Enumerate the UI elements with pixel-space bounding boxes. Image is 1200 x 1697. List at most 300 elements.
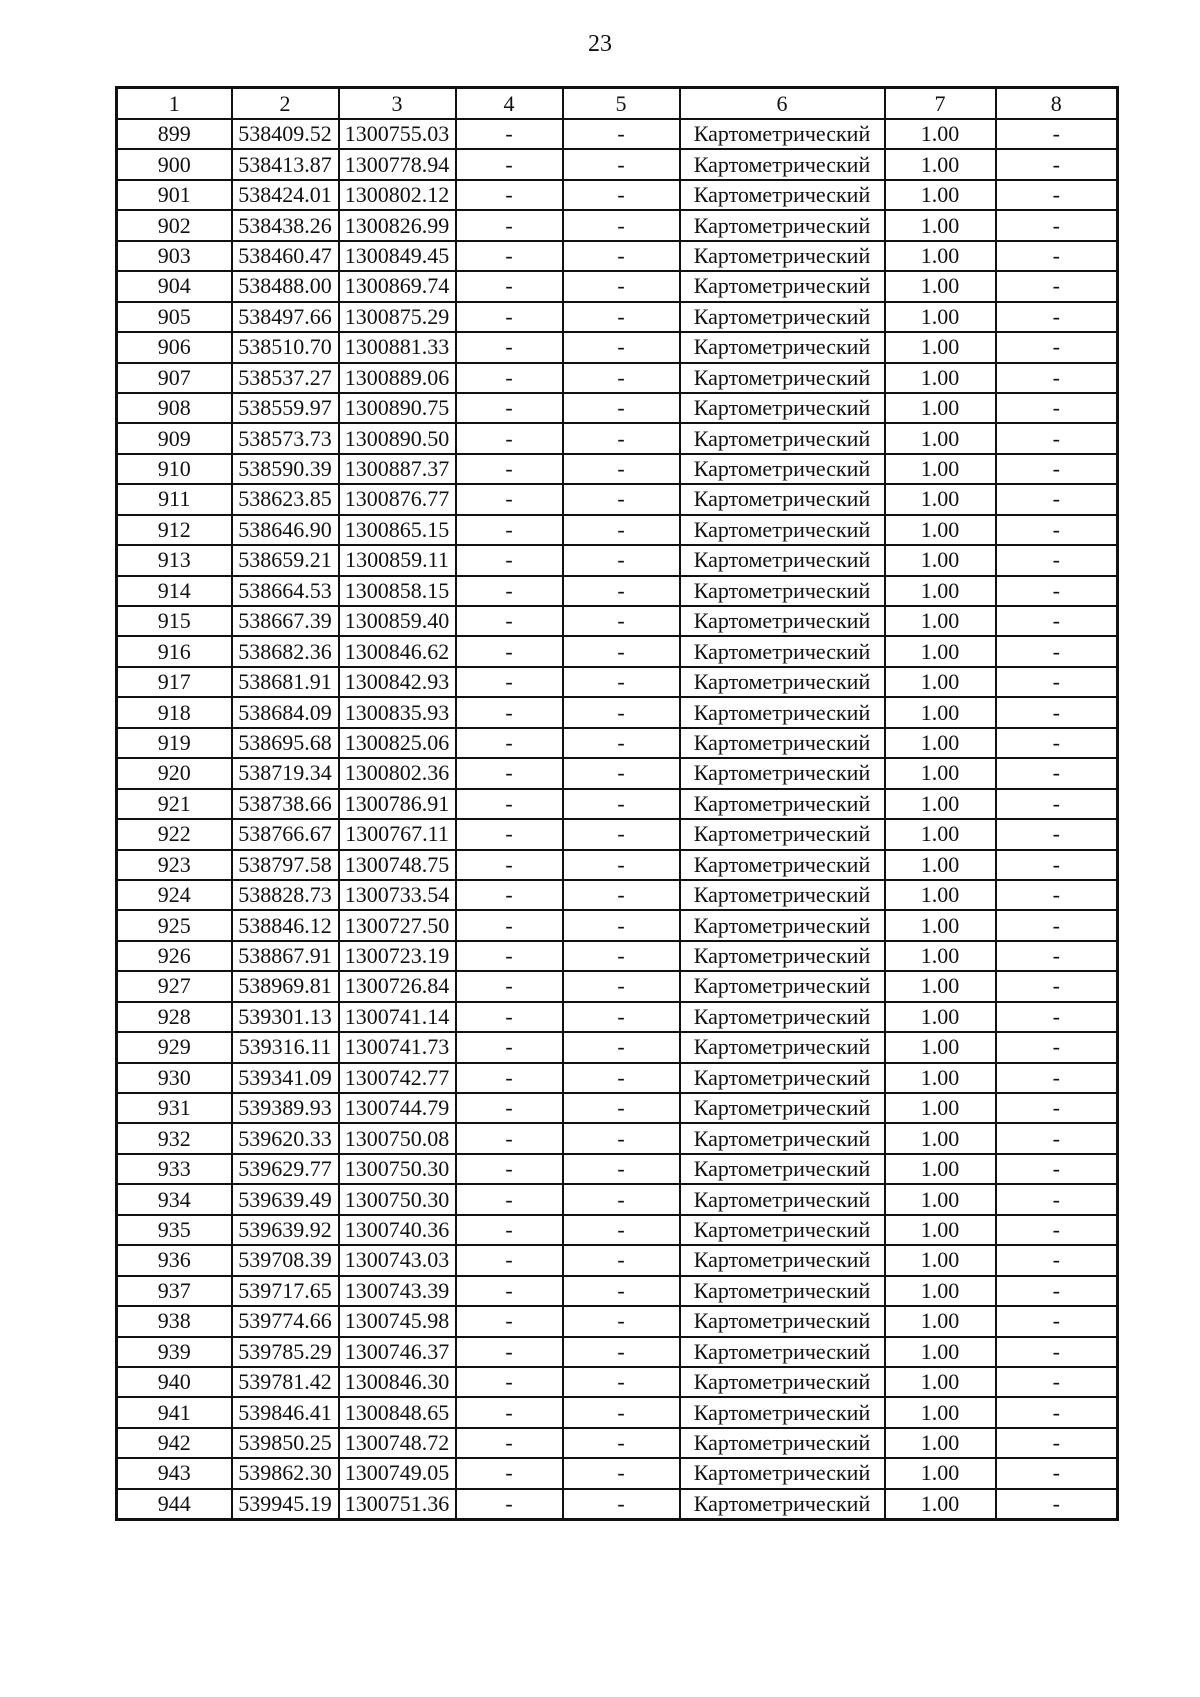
y-coordinate-cell: 1300750.30 [339, 1154, 456, 1184]
method-cell: Картометрический [680, 1489, 885, 1520]
accuracy-cell: 1.00 [885, 1367, 996, 1397]
column-5-cell: - [563, 332, 680, 362]
column-5-cell: - [563, 1367, 680, 1397]
column-8-cell: - [996, 210, 1118, 240]
column-5-cell: - [563, 1306, 680, 1336]
column-8-cell: - [996, 423, 1118, 453]
x-coordinate-cell: 538623.85 [232, 484, 339, 514]
column-8-cell: - [996, 1428, 1118, 1458]
point-number-cell: 937 [117, 1276, 232, 1306]
column-8-cell: - [996, 180, 1118, 210]
column-8-cell: - [996, 1032, 1118, 1062]
y-coordinate-cell: 1300778.94 [339, 149, 456, 179]
column-5-cell: - [563, 1276, 680, 1306]
y-coordinate-cell: 1300750.30 [339, 1184, 456, 1214]
y-coordinate-cell: 1300858.15 [339, 576, 456, 606]
table-row [117, 819, 1118, 849]
accuracy-cell: 1.00 [885, 789, 996, 819]
accuracy-cell: 1.00 [885, 819, 996, 849]
column-8-cell: - [996, 1245, 1118, 1275]
column-4-cell: - [456, 667, 563, 697]
column-4-cell: - [456, 1063, 563, 1093]
column-4-cell: - [456, 758, 563, 788]
x-coordinate-cell: 538510.70 [232, 332, 339, 362]
column-5-cell: - [563, 1093, 680, 1123]
table-row [117, 545, 1118, 575]
column-8-cell: - [996, 850, 1118, 880]
method-cell: Картометрический [680, 1123, 885, 1153]
method-cell: Картометрический [680, 515, 885, 545]
column-5-cell: - [563, 1063, 680, 1093]
column-4-cell: - [456, 606, 563, 636]
column-8-cell: - [996, 332, 1118, 362]
x-coordinate-cell: 538681.91 [232, 667, 339, 697]
table-row [117, 606, 1118, 636]
point-number-cell: 901 [117, 180, 232, 210]
table-row [117, 210, 1118, 240]
accuracy-cell: 1.00 [885, 758, 996, 788]
table-row [117, 302, 1118, 332]
point-number-cell: 934 [117, 1184, 232, 1214]
y-coordinate-cell: 1300875.29 [339, 302, 456, 332]
accuracy-cell: 1.00 [885, 1184, 996, 1214]
column-8-cell: - [996, 606, 1118, 636]
method-cell: Картометрический [680, 1245, 885, 1275]
table-row [117, 880, 1118, 910]
column-4-cell: - [456, 484, 563, 514]
column-4-cell: - [456, 271, 563, 301]
y-coordinate-cell: 1300745.98 [339, 1306, 456, 1336]
method-cell: Картометрический [680, 1032, 885, 1062]
accuracy-cell: 1.00 [885, 697, 996, 727]
table-row [117, 1276, 1118, 1306]
x-coordinate-cell: 539717.65 [232, 1276, 339, 1306]
column-5-cell: - [563, 1337, 680, 1367]
accuracy-cell: 1.00 [885, 1215, 996, 1245]
x-coordinate-cell: 539850.25 [232, 1428, 339, 1458]
column-5-cell: - [563, 363, 680, 393]
column-8-cell: - [996, 149, 1118, 179]
accuracy-cell: 1.00 [885, 606, 996, 636]
x-coordinate-cell: 538797.58 [232, 850, 339, 880]
x-coordinate-cell: 538867.91 [232, 941, 339, 971]
method-cell: Картометрический [680, 1215, 885, 1245]
point-number-cell: 905 [117, 302, 232, 332]
accuracy-cell: 1.00 [885, 149, 996, 179]
y-coordinate-cell: 1300743.39 [339, 1276, 456, 1306]
column-5-cell: - [563, 1428, 680, 1458]
table-row [117, 454, 1118, 484]
column-header-7: 7 [885, 88, 996, 120]
column-5-cell: - [563, 1032, 680, 1062]
x-coordinate-cell: 538438.26 [232, 210, 339, 240]
point-number-cell: 935 [117, 1215, 232, 1245]
y-coordinate-cell: 1300842.93 [339, 667, 456, 697]
column-5-cell: - [563, 515, 680, 545]
x-coordinate-cell: 539774.66 [232, 1306, 339, 1336]
point-number-cell: 927 [117, 971, 232, 1001]
accuracy-cell: 1.00 [885, 484, 996, 514]
table-row [117, 728, 1118, 758]
column-4-cell: - [456, 910, 563, 940]
accuracy-cell: 1.00 [885, 363, 996, 393]
x-coordinate-cell: 538659.21 [232, 545, 339, 575]
x-coordinate-cell: 538424.01 [232, 180, 339, 210]
column-4-cell: - [456, 697, 563, 727]
table-row [117, 910, 1118, 940]
accuracy-cell: 1.00 [885, 576, 996, 606]
y-coordinate-cell: 1300742.77 [339, 1063, 456, 1093]
method-cell: Картометрический [680, 1367, 885, 1397]
point-number-cell: 930 [117, 1063, 232, 1093]
table-row [117, 332, 1118, 362]
column-4-cell: - [456, 576, 563, 606]
table-row [117, 1215, 1118, 1245]
point-number-cell: 941 [117, 1397, 232, 1427]
table-row [117, 1367, 1118, 1397]
accuracy-cell: 1.00 [885, 393, 996, 423]
accuracy-cell: 1.00 [885, 302, 996, 332]
method-cell: Картометрический [680, 728, 885, 758]
accuracy-cell: 1.00 [885, 423, 996, 453]
y-coordinate-cell: 1300846.62 [339, 636, 456, 666]
column-8-cell: - [996, 545, 1118, 575]
point-number-cell: 903 [117, 241, 232, 271]
y-coordinate-cell: 1300835.93 [339, 697, 456, 727]
column-8-cell: - [996, 1093, 1118, 1123]
y-coordinate-cell: 1300748.75 [339, 850, 456, 880]
column-4-cell: - [456, 149, 563, 179]
column-8-cell: - [996, 1002, 1118, 1032]
column-4-cell: - [456, 119, 563, 149]
y-coordinate-cell: 1300869.74 [339, 271, 456, 301]
x-coordinate-cell: 538413.87 [232, 149, 339, 179]
column-8-cell: - [996, 119, 1118, 149]
column-4-cell: - [456, 241, 563, 271]
point-number-cell: 929 [117, 1032, 232, 1062]
x-coordinate-cell: 538409.52 [232, 119, 339, 149]
x-coordinate-cell: 539639.49 [232, 1184, 339, 1214]
accuracy-cell: 1.00 [885, 850, 996, 880]
column-4-cell: - [456, 971, 563, 1001]
column-5-cell: - [563, 423, 680, 453]
method-cell: Картометрический [680, 241, 885, 271]
column-8-cell: - [996, 910, 1118, 940]
accuracy-cell: 1.00 [885, 941, 996, 971]
y-coordinate-cell: 1300887.37 [339, 454, 456, 484]
column-4-cell: - [456, 1397, 563, 1427]
column-5-cell: - [563, 1002, 680, 1032]
table-row [117, 789, 1118, 819]
y-coordinate-cell: 1300890.75 [339, 393, 456, 423]
accuracy-cell: 1.00 [885, 667, 996, 697]
column-4-cell: - [456, 1093, 563, 1123]
method-cell: Картометрический [680, 1458, 885, 1488]
method-cell: Картометрический [680, 423, 885, 453]
column-header-8: 8 [996, 88, 1118, 120]
table-row [117, 1032, 1118, 1062]
point-number-cell: 944 [117, 1489, 232, 1520]
column-5-cell: - [563, 1154, 680, 1184]
x-coordinate-cell: 538828.73 [232, 880, 339, 910]
accuracy-cell: 1.00 [885, 880, 996, 910]
column-8-cell: - [996, 1276, 1118, 1306]
point-number-cell: 943 [117, 1458, 232, 1488]
point-number-cell: 917 [117, 667, 232, 697]
column-header-2: 2 [232, 88, 339, 120]
column-header-1: 1 [117, 88, 232, 120]
column-8-cell: - [996, 1337, 1118, 1367]
column-4-cell: - [456, 363, 563, 393]
column-4-cell: - [456, 1123, 563, 1153]
column-8-cell: - [996, 1489, 1118, 1520]
column-4-cell: - [456, 1032, 563, 1062]
point-number-cell: 924 [117, 880, 232, 910]
accuracy-cell: 1.00 [885, 1154, 996, 1184]
point-number-cell: 932 [117, 1123, 232, 1153]
column-8-cell: - [996, 271, 1118, 301]
column-4-cell: - [456, 1458, 563, 1488]
table-body [117, 119, 1118, 1520]
point-number-cell: 904 [117, 271, 232, 301]
method-cell: Картометрический [680, 697, 885, 727]
column-5-cell: - [563, 149, 680, 179]
column-5-cell: - [563, 1489, 680, 1520]
point-number-cell: 922 [117, 819, 232, 849]
coordinates-table [115, 86, 1119, 1521]
table-row [117, 941, 1118, 971]
y-coordinate-cell: 1300723.19 [339, 941, 456, 971]
y-coordinate-cell: 1300865.15 [339, 515, 456, 545]
y-coordinate-cell: 1300826.99 [339, 210, 456, 240]
table-row [117, 1337, 1118, 1367]
column-5-cell: - [563, 393, 680, 423]
point-number-cell: 913 [117, 545, 232, 575]
table-row [117, 1154, 1118, 1184]
column-4-cell: - [456, 880, 563, 910]
y-coordinate-cell: 1300749.05 [339, 1458, 456, 1488]
column-8-cell: - [996, 484, 1118, 514]
method-cell: Картометрический [680, 210, 885, 240]
y-coordinate-cell: 1300727.50 [339, 910, 456, 940]
column-8-cell: - [996, 941, 1118, 971]
accuracy-cell: 1.00 [885, 1093, 996, 1123]
point-number-cell: 940 [117, 1367, 232, 1397]
y-coordinate-cell: 1300846.30 [339, 1367, 456, 1397]
column-header-6: 6 [680, 88, 885, 120]
column-4-cell: - [456, 545, 563, 575]
x-coordinate-cell: 538460.47 [232, 241, 339, 271]
table-row [117, 271, 1118, 301]
column-8-cell: - [996, 728, 1118, 758]
column-5-cell: - [563, 636, 680, 666]
accuracy-cell: 1.00 [885, 271, 996, 301]
x-coordinate-cell: 539862.30 [232, 1458, 339, 1488]
column-5-cell: - [563, 454, 680, 484]
column-8-cell: - [996, 363, 1118, 393]
x-coordinate-cell: 538497.66 [232, 302, 339, 332]
method-cell: Картометрический [680, 789, 885, 819]
y-coordinate-cell: 1300740.36 [339, 1215, 456, 1245]
accuracy-cell: 1.00 [885, 1276, 996, 1306]
column-4-cell: - [456, 789, 563, 819]
point-number-cell: 919 [117, 728, 232, 758]
method-cell: Картометрический [680, 149, 885, 179]
column-4-cell: - [456, 393, 563, 423]
point-number-cell: 920 [117, 758, 232, 788]
column-5-cell: - [563, 971, 680, 1001]
method-cell: Картометрический [680, 119, 885, 149]
point-number-cell: 933 [117, 1154, 232, 1184]
point-number-cell: 939 [117, 1337, 232, 1367]
table-row [117, 576, 1118, 606]
column-5-cell: - [563, 910, 680, 940]
y-coordinate-cell: 1300802.12 [339, 180, 456, 210]
column-8-cell: - [996, 1458, 1118, 1488]
x-coordinate-cell: 538682.36 [232, 636, 339, 666]
accuracy-cell: 1.00 [885, 454, 996, 484]
table-row [117, 363, 1118, 393]
y-coordinate-cell: 1300750.08 [339, 1123, 456, 1153]
accuracy-cell: 1.00 [885, 1458, 996, 1488]
column-8-cell: - [996, 971, 1118, 1001]
x-coordinate-cell: 538664.53 [232, 576, 339, 606]
x-coordinate-cell: 538573.73 [232, 423, 339, 453]
column-8-cell: - [996, 1154, 1118, 1184]
x-coordinate-cell: 539629.77 [232, 1154, 339, 1184]
point-number-cell: 907 [117, 363, 232, 393]
column-8-cell: - [996, 241, 1118, 271]
accuracy-cell: 1.00 [885, 332, 996, 362]
table-row [117, 1428, 1118, 1458]
column-8-cell: - [996, 1306, 1118, 1336]
column-4-cell: - [456, 1184, 563, 1214]
x-coordinate-cell: 538719.34 [232, 758, 339, 788]
column-header-3: 3 [339, 88, 456, 120]
table-row [117, 149, 1118, 179]
table-row [117, 423, 1118, 453]
y-coordinate-cell: 1300786.91 [339, 789, 456, 819]
column-8-cell: - [996, 758, 1118, 788]
column-8-cell: - [996, 667, 1118, 697]
accuracy-cell: 1.00 [885, 210, 996, 240]
table-row [117, 180, 1118, 210]
column-4-cell: - [456, 332, 563, 362]
method-cell: Картометрический [680, 1397, 885, 1427]
column-4-cell: - [456, 454, 563, 484]
x-coordinate-cell: 538667.39 [232, 606, 339, 636]
table-row [117, 850, 1118, 880]
x-coordinate-cell: 538559.97 [232, 393, 339, 423]
column-header-5: 5 [563, 88, 680, 120]
accuracy-cell: 1.00 [885, 636, 996, 666]
header-row [117, 88, 1118, 120]
point-number-cell: 931 [117, 1093, 232, 1123]
y-coordinate-cell: 1300859.40 [339, 606, 456, 636]
column-5-cell: - [563, 241, 680, 271]
table-row [117, 1306, 1118, 1336]
x-coordinate-cell: 539620.33 [232, 1123, 339, 1153]
column-4-cell: - [456, 1245, 563, 1275]
column-header-4: 4 [456, 88, 563, 120]
y-coordinate-cell: 1300748.72 [339, 1428, 456, 1458]
method-cell: Картометрический [680, 850, 885, 880]
point-number-cell: 942 [117, 1428, 232, 1458]
accuracy-cell: 1.00 [885, 1002, 996, 1032]
column-5-cell: - [563, 210, 680, 240]
point-number-cell: 915 [117, 606, 232, 636]
column-5-cell: - [563, 850, 680, 880]
table-row [117, 1123, 1118, 1153]
accuracy-cell: 1.00 [885, 910, 996, 940]
table-row [117, 758, 1118, 788]
method-cell: Картометрический [680, 576, 885, 606]
method-cell: Картометрический [680, 180, 885, 210]
x-coordinate-cell: 538766.67 [232, 819, 339, 849]
column-5-cell: - [563, 302, 680, 332]
method-cell: Картометрический [680, 1428, 885, 1458]
point-number-cell: 936 [117, 1245, 232, 1275]
method-cell: Картометрический [680, 880, 885, 910]
x-coordinate-cell: 539389.93 [232, 1093, 339, 1123]
point-number-cell: 923 [117, 850, 232, 880]
x-coordinate-cell: 538684.09 [232, 697, 339, 727]
column-4-cell: - [456, 1215, 563, 1245]
y-coordinate-cell: 1300889.06 [339, 363, 456, 393]
x-coordinate-cell: 539945.19 [232, 1489, 339, 1520]
point-number-cell: 918 [117, 697, 232, 727]
table-row [117, 119, 1118, 149]
column-5-cell: - [563, 1184, 680, 1214]
column-8-cell: - [996, 697, 1118, 727]
method-cell: Картометрический [680, 636, 885, 666]
table-row [117, 1184, 1118, 1214]
x-coordinate-cell: 538695.68 [232, 728, 339, 758]
y-coordinate-cell: 1300744.79 [339, 1093, 456, 1123]
column-8-cell: - [996, 576, 1118, 606]
x-coordinate-cell: 539781.42 [232, 1367, 339, 1397]
table-row [117, 1093, 1118, 1123]
x-coordinate-cell: 539846.41 [232, 1397, 339, 1427]
column-5-cell: - [563, 697, 680, 727]
y-coordinate-cell: 1300751.36 [339, 1489, 456, 1520]
point-number-cell: 906 [117, 332, 232, 362]
accuracy-cell: 1.00 [885, 728, 996, 758]
method-cell: Картометрический [680, 606, 885, 636]
point-number-cell: 926 [117, 941, 232, 971]
accuracy-cell: 1.00 [885, 1397, 996, 1427]
column-5-cell: - [563, 606, 680, 636]
column-8-cell: - [996, 393, 1118, 423]
column-4-cell: - [456, 1002, 563, 1032]
column-5-cell: - [563, 1215, 680, 1245]
method-cell: Картометрический [680, 393, 885, 423]
accuracy-cell: 1.00 [885, 1032, 996, 1062]
y-coordinate-cell: 1300755.03 [339, 119, 456, 149]
point-number-cell: 900 [117, 149, 232, 179]
y-coordinate-cell: 1300849.45 [339, 241, 456, 271]
x-coordinate-cell: 538969.81 [232, 971, 339, 1001]
table-row [117, 1397, 1118, 1427]
column-4-cell: - [456, 1306, 563, 1336]
page-number: 23 [588, 31, 612, 57]
point-number-cell: 911 [117, 484, 232, 514]
table-row [117, 697, 1118, 727]
method-cell: Картометрический [680, 910, 885, 940]
accuracy-cell: 1.00 [885, 1306, 996, 1336]
method-cell: Картометрический [680, 1154, 885, 1184]
column-8-cell: - [996, 1184, 1118, 1214]
